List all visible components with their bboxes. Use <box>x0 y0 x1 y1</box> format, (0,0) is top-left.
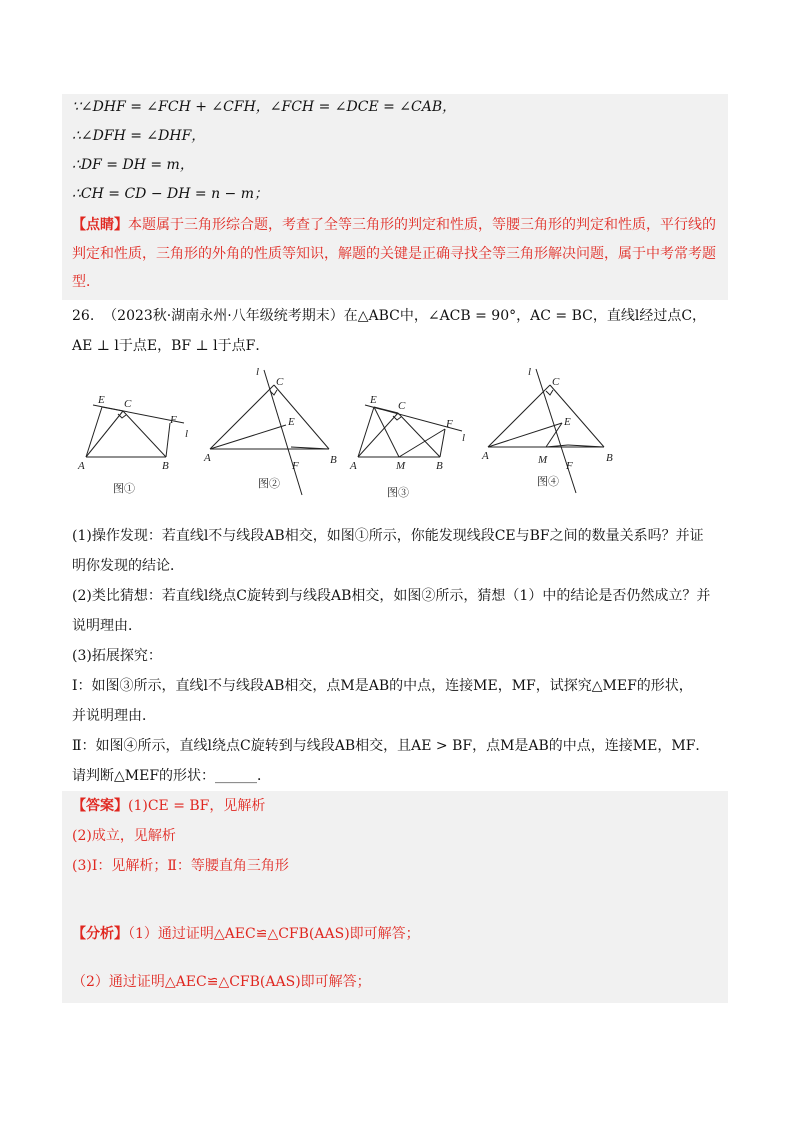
answer-line-1 <box>72 796 722 816</box>
comment-line-1 <box>72 215 722 235</box>
svg-text:C: C <box>398 400 406 412</box>
svg-text:E: E <box>370 394 377 406</box>
svg-text:A: A <box>482 450 489 462</box>
solution-line-1: ∵∠DHF = ∠FCH + ∠CFH，∠FCH = ∠DCE = ∠CAB， <box>72 99 457 115</box>
part-3-i-line-1: Ⅰ：如图③所示，直线l不与线段AB相交，点M是AB的中点，连接ME，MF，试探究△MEF的形状， <box>72 678 693 694</box>
svg-text:E: E <box>564 416 571 428</box>
analysis-line-2: （2）通过证明△AEC≌△CFB(AAS)即可解答； <box>72 974 371 990</box>
part-2-line-2: 说明理由． <box>72 618 142 634</box>
figure-1 <box>78 365 198 472</box>
problem-stem-1 <box>72 306 722 326</box>
answer-text-1: (1)CE = BF，见解析 <box>128 798 266 814</box>
comment-line-2: 判定和性质，三角形的外角的性质等知识，解题的关键是正确寻找全等三角形解决问题，属于中考常考题 <box>72 246 716 262</box>
part-3-i-line-2: 并说明理由． <box>72 708 156 724</box>
figure-3-caption: 图③ <box>387 486 409 499</box>
svg-text:A: A <box>204 452 211 464</box>
svg-text:F: F <box>292 460 299 472</box>
answer-line-3: (3)Ⅰ：见解析；Ⅱ：等腰直角三角形 <box>72 858 289 874</box>
analysis-text-1: （1）通过证明△AEC≌△CFB(AAS)即可解答； <box>128 926 420 942</box>
svg-text:M: M <box>538 454 548 466</box>
svg-text:C: C <box>552 376 560 388</box>
svg-text:B: B <box>436 460 443 472</box>
svg-text:A: A <box>78 460 85 472</box>
solution-line-2: ∴∠DFH = ∠DHF， <box>72 128 206 144</box>
svg-text:l: l <box>256 366 260 378</box>
solution-line-4: ∴CH = CD − DH = n − m； <box>72 186 269 202</box>
svg-text:M: M <box>396 460 406 472</box>
figure-1-diagram <box>78 365 198 472</box>
svg-text:E: E <box>98 394 105 406</box>
problem-stem-2: AE ⊥ l于点E，BF ⊥ l于点F． <box>72 338 270 354</box>
figure-3 <box>350 365 480 479</box>
svg-text:E: E <box>288 416 295 428</box>
svg-text:B: B <box>606 452 613 464</box>
svg-text:C: C <box>124 398 132 410</box>
comment-tag: 【点睛】 <box>72 217 128 233</box>
answer-line-2: (2)成立，见解析 <box>72 828 176 844</box>
svg-text:B: B <box>330 454 337 466</box>
part-2-line-1: (2)类比猜想：若直线l绕点C旋转到与线段AB相交，如图②所示，猜想（1）中的结论是否仍然成立？并 <box>72 588 711 604</box>
svg-text:l: l <box>462 432 466 444</box>
part-3-ii-line-2: 请判断△MEF的形状：______． <box>72 768 272 784</box>
svg-text:F: F <box>566 460 573 472</box>
svg-text:F: F <box>446 418 453 430</box>
part-1-line-1: (1)操作发现：若直线l不与线段AB相交，如图①所示，你能发现线段CE与BF之间的数量关系吗？并证 <box>72 528 704 544</box>
comment-line-3: 型． <box>72 274 100 290</box>
svg-text:C: C <box>276 376 284 388</box>
problem-stem-text: （2023秋·湖南永州·八年级统考期末）在△ABC中，∠ACB = 90°，AC = BC，直线l经过点C， <box>103 308 707 324</box>
solution-line-3: ∴DF = DH = m， <box>72 157 194 173</box>
figure-1-caption: 图① <box>113 482 135 495</box>
figure-3-diagram <box>350 365 480 475</box>
comment-text-1: 本题属于三角形综合题，考查了全等三角形的判定和性质，等腰三角形的判定和性质，平行线的 <box>128 217 716 233</box>
svg-text:l: l <box>185 428 189 440</box>
part-3-ii-line-1: Ⅱ：如图④所示，直线l绕点C旋转到与线段AB相交，且AE > BF，点M是AB的中点，连接ME，MF． <box>72 738 710 754</box>
answer-tag: 【答案】 <box>72 798 128 814</box>
analysis-tag: 【分析】 <box>72 926 128 942</box>
analysis-line-1 <box>72 924 722 944</box>
problem-number: 26. <box>72 308 95 324</box>
svg-text:A: A <box>350 460 357 472</box>
figure-4-caption: 图④ <box>537 475 559 488</box>
svg-text:F: F <box>170 414 177 426</box>
part-3-heading: (3)拓展探究： <box>72 648 162 664</box>
figure-2-caption: 图② <box>258 477 280 490</box>
svg-text:l: l <box>528 366 532 378</box>
svg-text:B: B <box>162 460 169 472</box>
part-1-line-2: 明你发现的结论． <box>72 558 184 574</box>
